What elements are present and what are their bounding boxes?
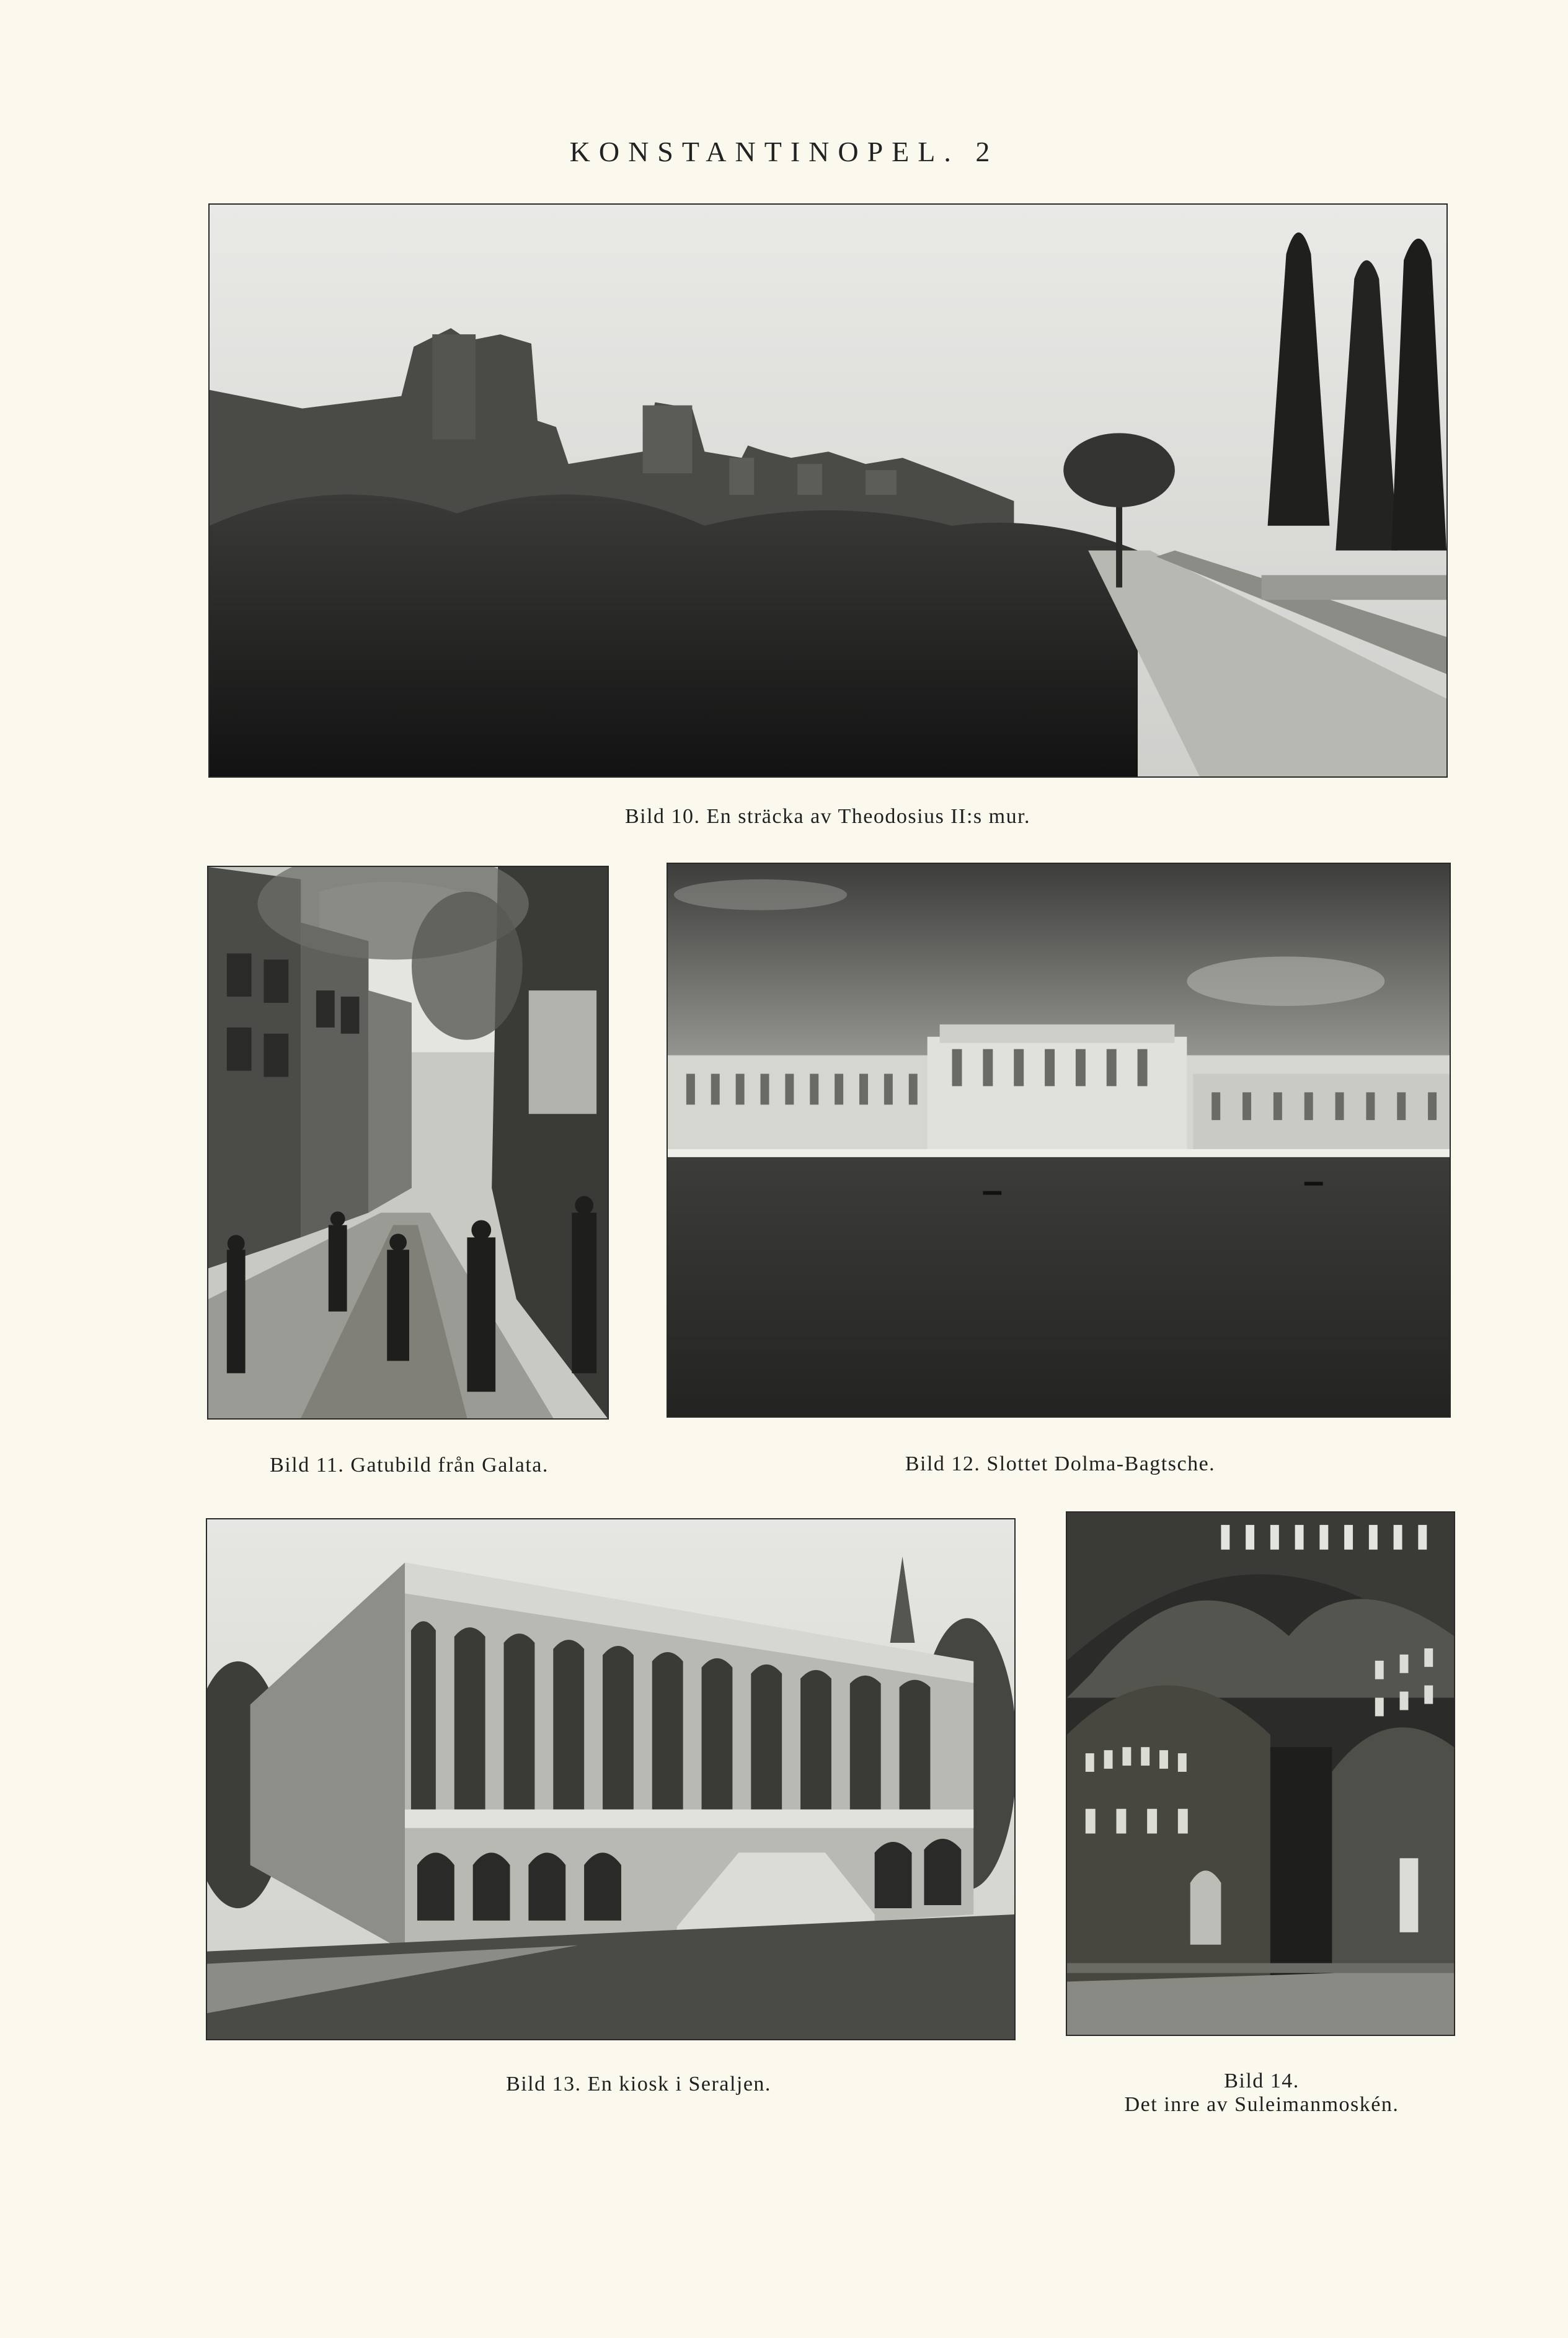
photo-galata-street	[207, 866, 609, 1420]
photo-dolma-bagtsche-palace	[667, 863, 1451, 1418]
page-title: KONSTANTINOPEL. 2	[569, 136, 999, 167]
caption-bild-11: Bild 11. Gatubild från Galata.	[270, 1454, 549, 1477]
caption-bild-13: Bild 13. En kiosk i Seraljen.	[506, 2073, 771, 2096]
caption-bild-14	[1042, 2069, 1482, 2117]
caption-bild-10: Bild 10. En sträcka av Theodosius II:s mur.	[624, 805, 1031, 828]
photo-kiosk-seraglio	[206, 1518, 1016, 2040]
photo-theodosian-wall	[208, 203, 1448, 778]
caption-bild-14-line2: Det inre av Suleimanmoskén.	[1124, 2093, 1399, 2116]
photo-suleiman-mosque-interior	[1066, 1511, 1455, 2036]
caption-bild-12: Bild 12. Slottet Dolma-Bagtsche.	[905, 1452, 1216, 1475]
caption-bild-14-line1: Bild 14.	[1224, 2069, 1300, 2092]
